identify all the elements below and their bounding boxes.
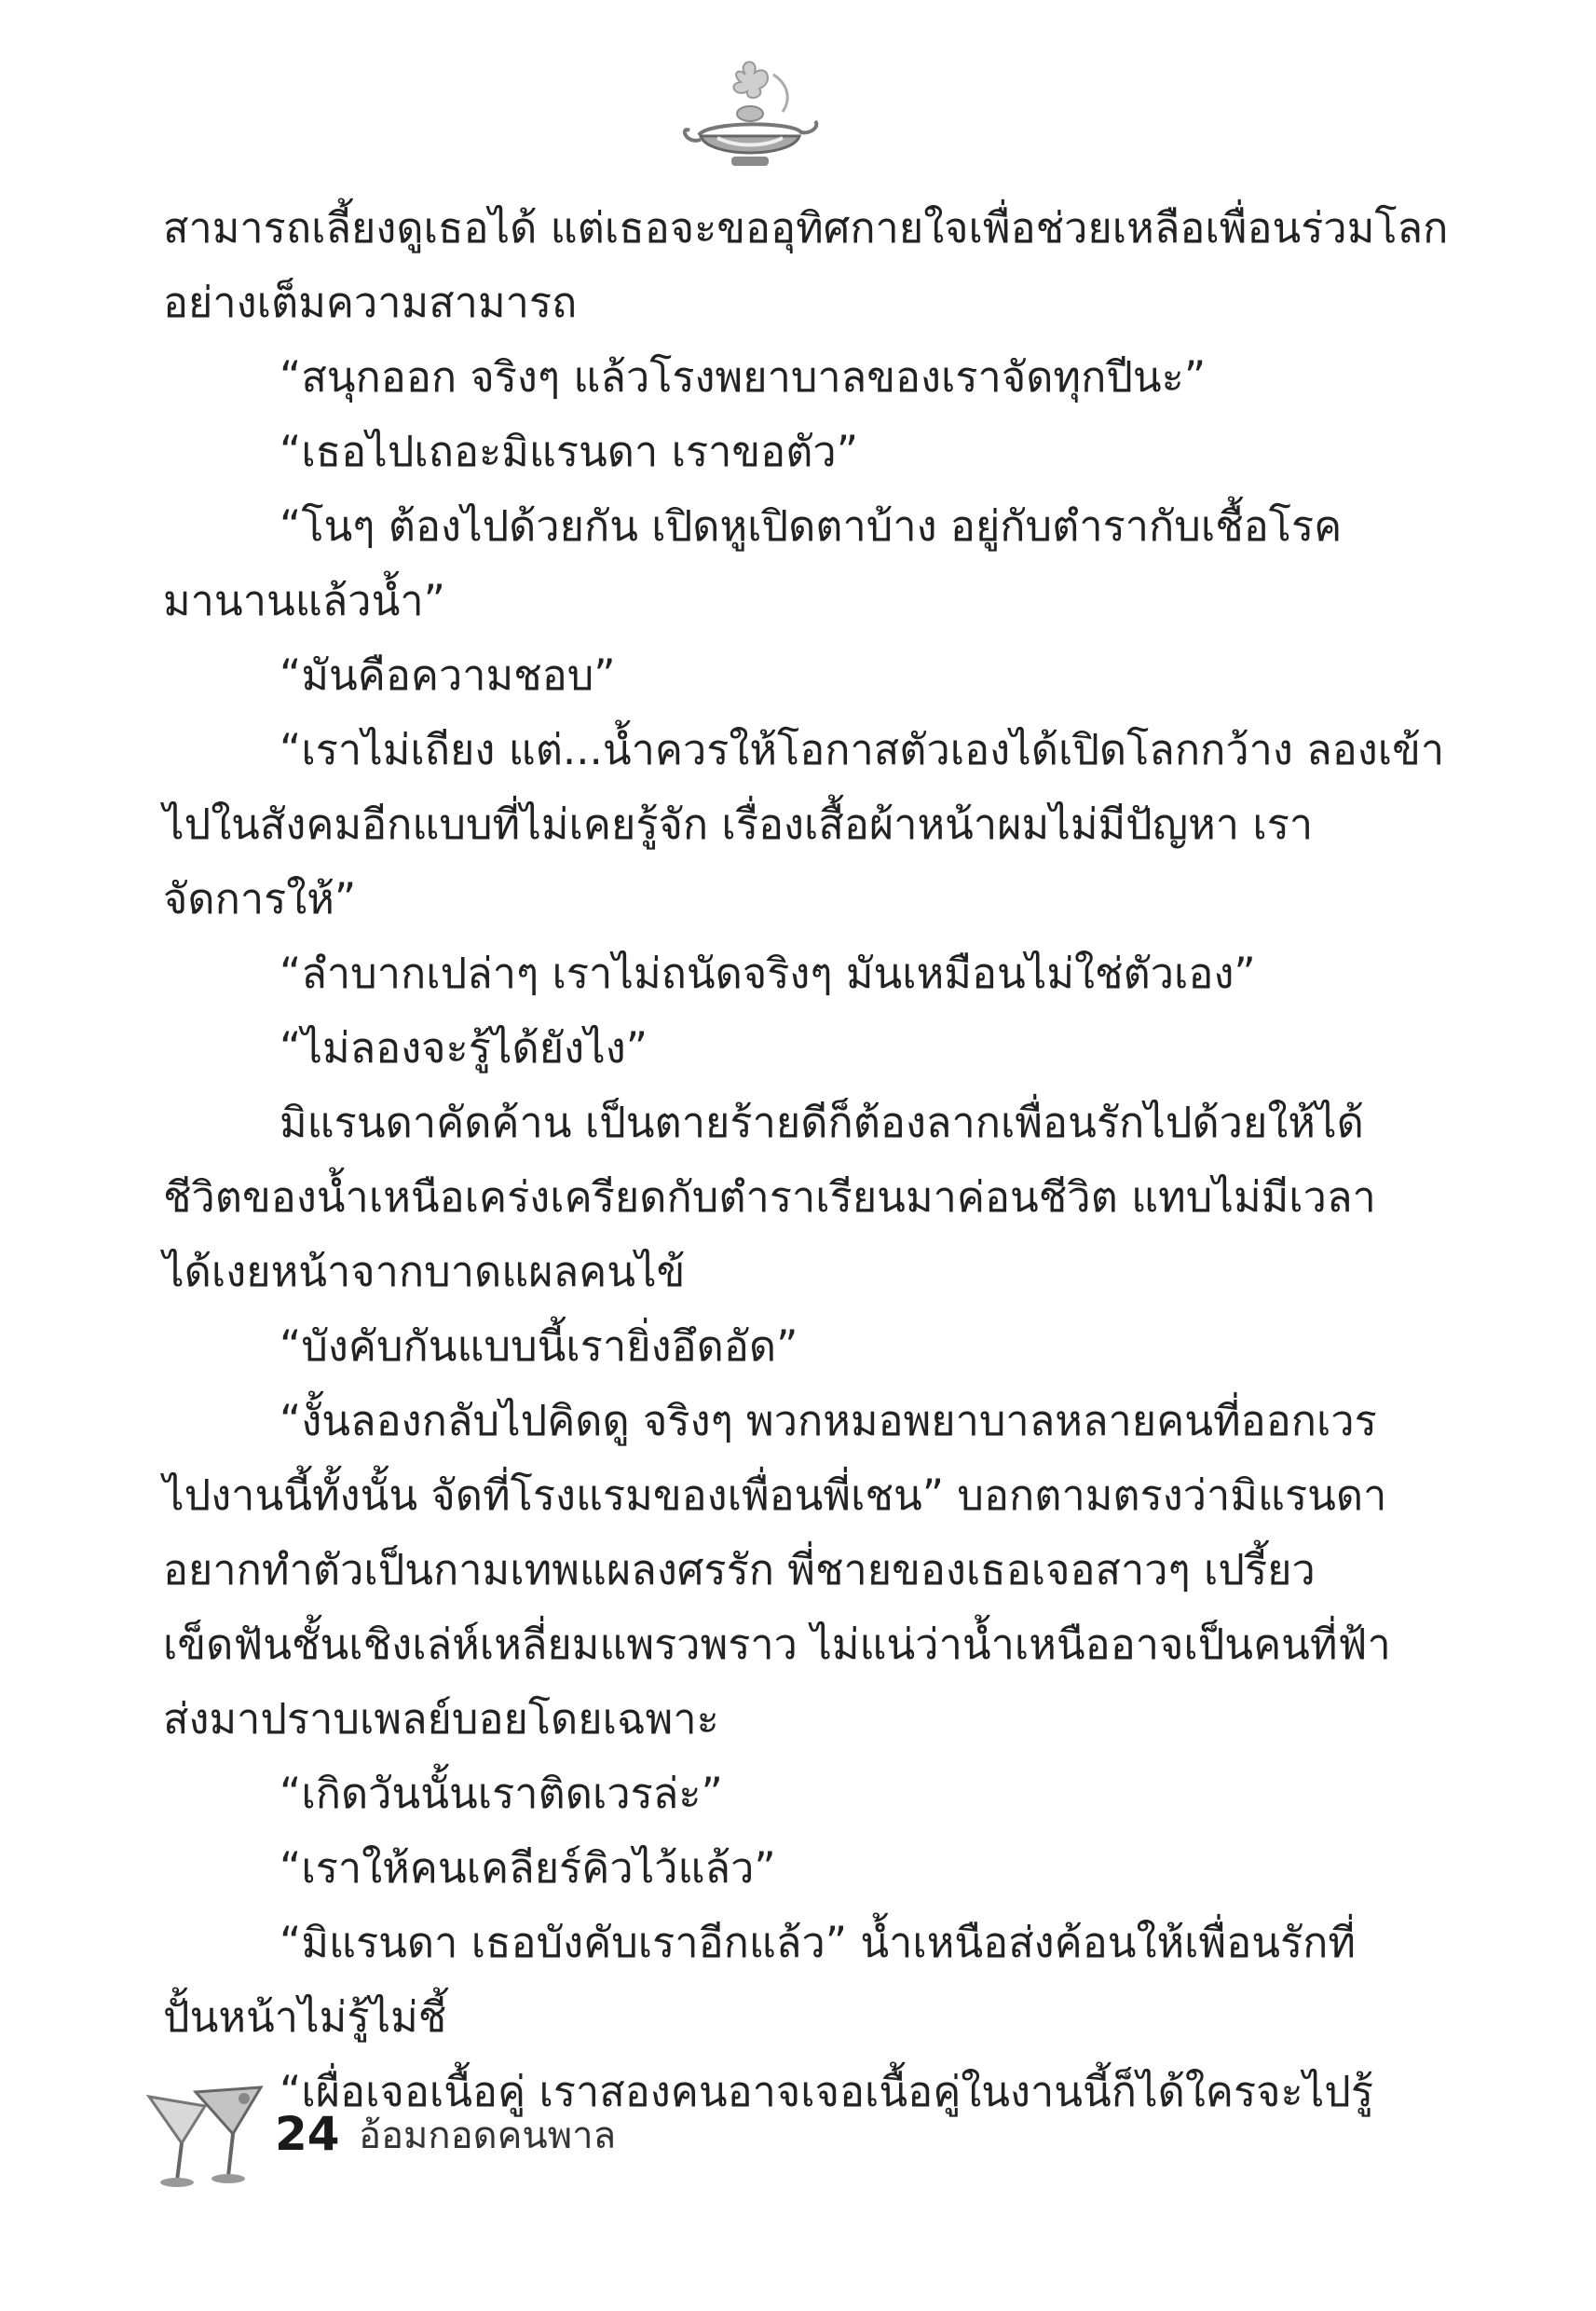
text-line: “มันคือความชอบ” bbox=[280, 650, 616, 700]
page-number: 24 bbox=[275, 2107, 340, 2161]
text-line: ได้เงยหน้าจากบาดแผลคนไข้ bbox=[163, 1247, 686, 1296]
text-line: “ไม่ลองจะรู้ได้ยังไง” bbox=[280, 1023, 648, 1073]
text-line: “เกิดวันนั้นเราติดเวรล่ะ” bbox=[280, 1769, 723, 1818]
text-line: “งั้นลองกลับไปคิดดู จริงๆ พวกหมอพยาบาลหลายคนที่ออกเวร bbox=[280, 1396, 1377, 1445]
text-line: มิแรนดาคัดค้าน เป็นตายร้ายดีก็ต้องลากเพื่อนรักไปด้วยให้ได้ bbox=[280, 1098, 1364, 1147]
text-line: มานานแล้วน้ำ” bbox=[163, 576, 445, 625]
text-line: “สนุกออก จริงๆ แล้วโรงพยาบาลของเราจัดทุกปีนะ” bbox=[280, 352, 1207, 402]
text-line: “เผื่อเจอเนื้อคู่ เราสองคนอาจเจอเนื้อคู่ในงานนี้ก็ได้ใครจะไปรู้ bbox=[280, 2067, 1374, 2116]
text-line: จัดการให้” bbox=[163, 874, 357, 923]
text-line: อยากทำตัวเป็นกามเทพแผลงศรรัก พี่ชายของเธอเจอสาวๆ เปรี้ยว bbox=[163, 1545, 1316, 1594]
text-line: “บังคับกันแบบนี้เรายิ่งอึดอัด” bbox=[280, 1321, 798, 1371]
text-line: “โนๆ ต้องไปด้วยกัน เปิดหูเปิดตาบ้าง อยู่กับตำรากับเชื้อโรค bbox=[280, 501, 1343, 551]
text-line: เข็ดฟันชั้นเชิงเล่ห์เหลี่ยมแพรวพราว ไม่แน่ว่าน้ำเหนืออาจเป็นคนที่ฟ้า bbox=[163, 1620, 1391, 1669]
text-line: “ลำบากเปล่าๆ เราไม่ถนัดจริงๆ มันเหมือนไม่ใช่ตัวเอง” bbox=[280, 949, 1256, 998]
text-line: ชีวิตของน้ำเหนือเคร่งเครียดกับตำราเรียนมาค่อนชีวิต แทบไม่มีเวลา bbox=[163, 1172, 1376, 1222]
genie-lamp-icon bbox=[680, 56, 820, 177]
text-line: “เราให้คนเคลียร์คิวไว้แล้ว” bbox=[280, 1843, 776, 1893]
text-line: “เธอไปเถอะมิแรนดา เราขอตัว” bbox=[280, 427, 859, 476]
text-line: สามารถเลี้ยงดูเธอได้ แต่เธอจะขออุทิศกายใจเพื่อช่วยเหลือเพื่อนร่วมโลก bbox=[163, 203, 1449, 253]
text-line: ไปในสังคมอีกแบบที่ไม่เคยรู้จัก เรื่องเสื้อผ้าหน้าผมไม่มีปัญหา เรา bbox=[163, 800, 1314, 849]
text-line: “มิแรนดา เธอบังคับเราอีกแล้ว” น้ำเหนือส่งค้อนให้เพื่อนรักที่ bbox=[280, 1918, 1357, 1967]
cocktail-glasses-icon bbox=[140, 2078, 270, 2199]
text-line: “เราไม่เถียง แต่...น้ำควรให้โอกาสตัวเองได้เปิดโลกกว้าง ลองเข้า bbox=[280, 725, 1445, 774]
text-line: ส่งมาปราบเพลย์บอยโดยเฉพาะ bbox=[163, 1694, 719, 1744]
text-line: อย่างเต็มความสามารถ bbox=[163, 278, 578, 327]
book-title: อ้อมกอดคนพาล bbox=[359, 2114, 617, 2157]
text-line: ไปงานนี้ทั้งนั้น จัดที่โรงแรมของเพื่อนพี่เชน” บอกตามตรงว่ามิแรนดา bbox=[163, 1470, 1387, 1520]
text-line: ปั้นหน้าไม่รู้ไม่ชี้ bbox=[163, 1992, 447, 2042]
